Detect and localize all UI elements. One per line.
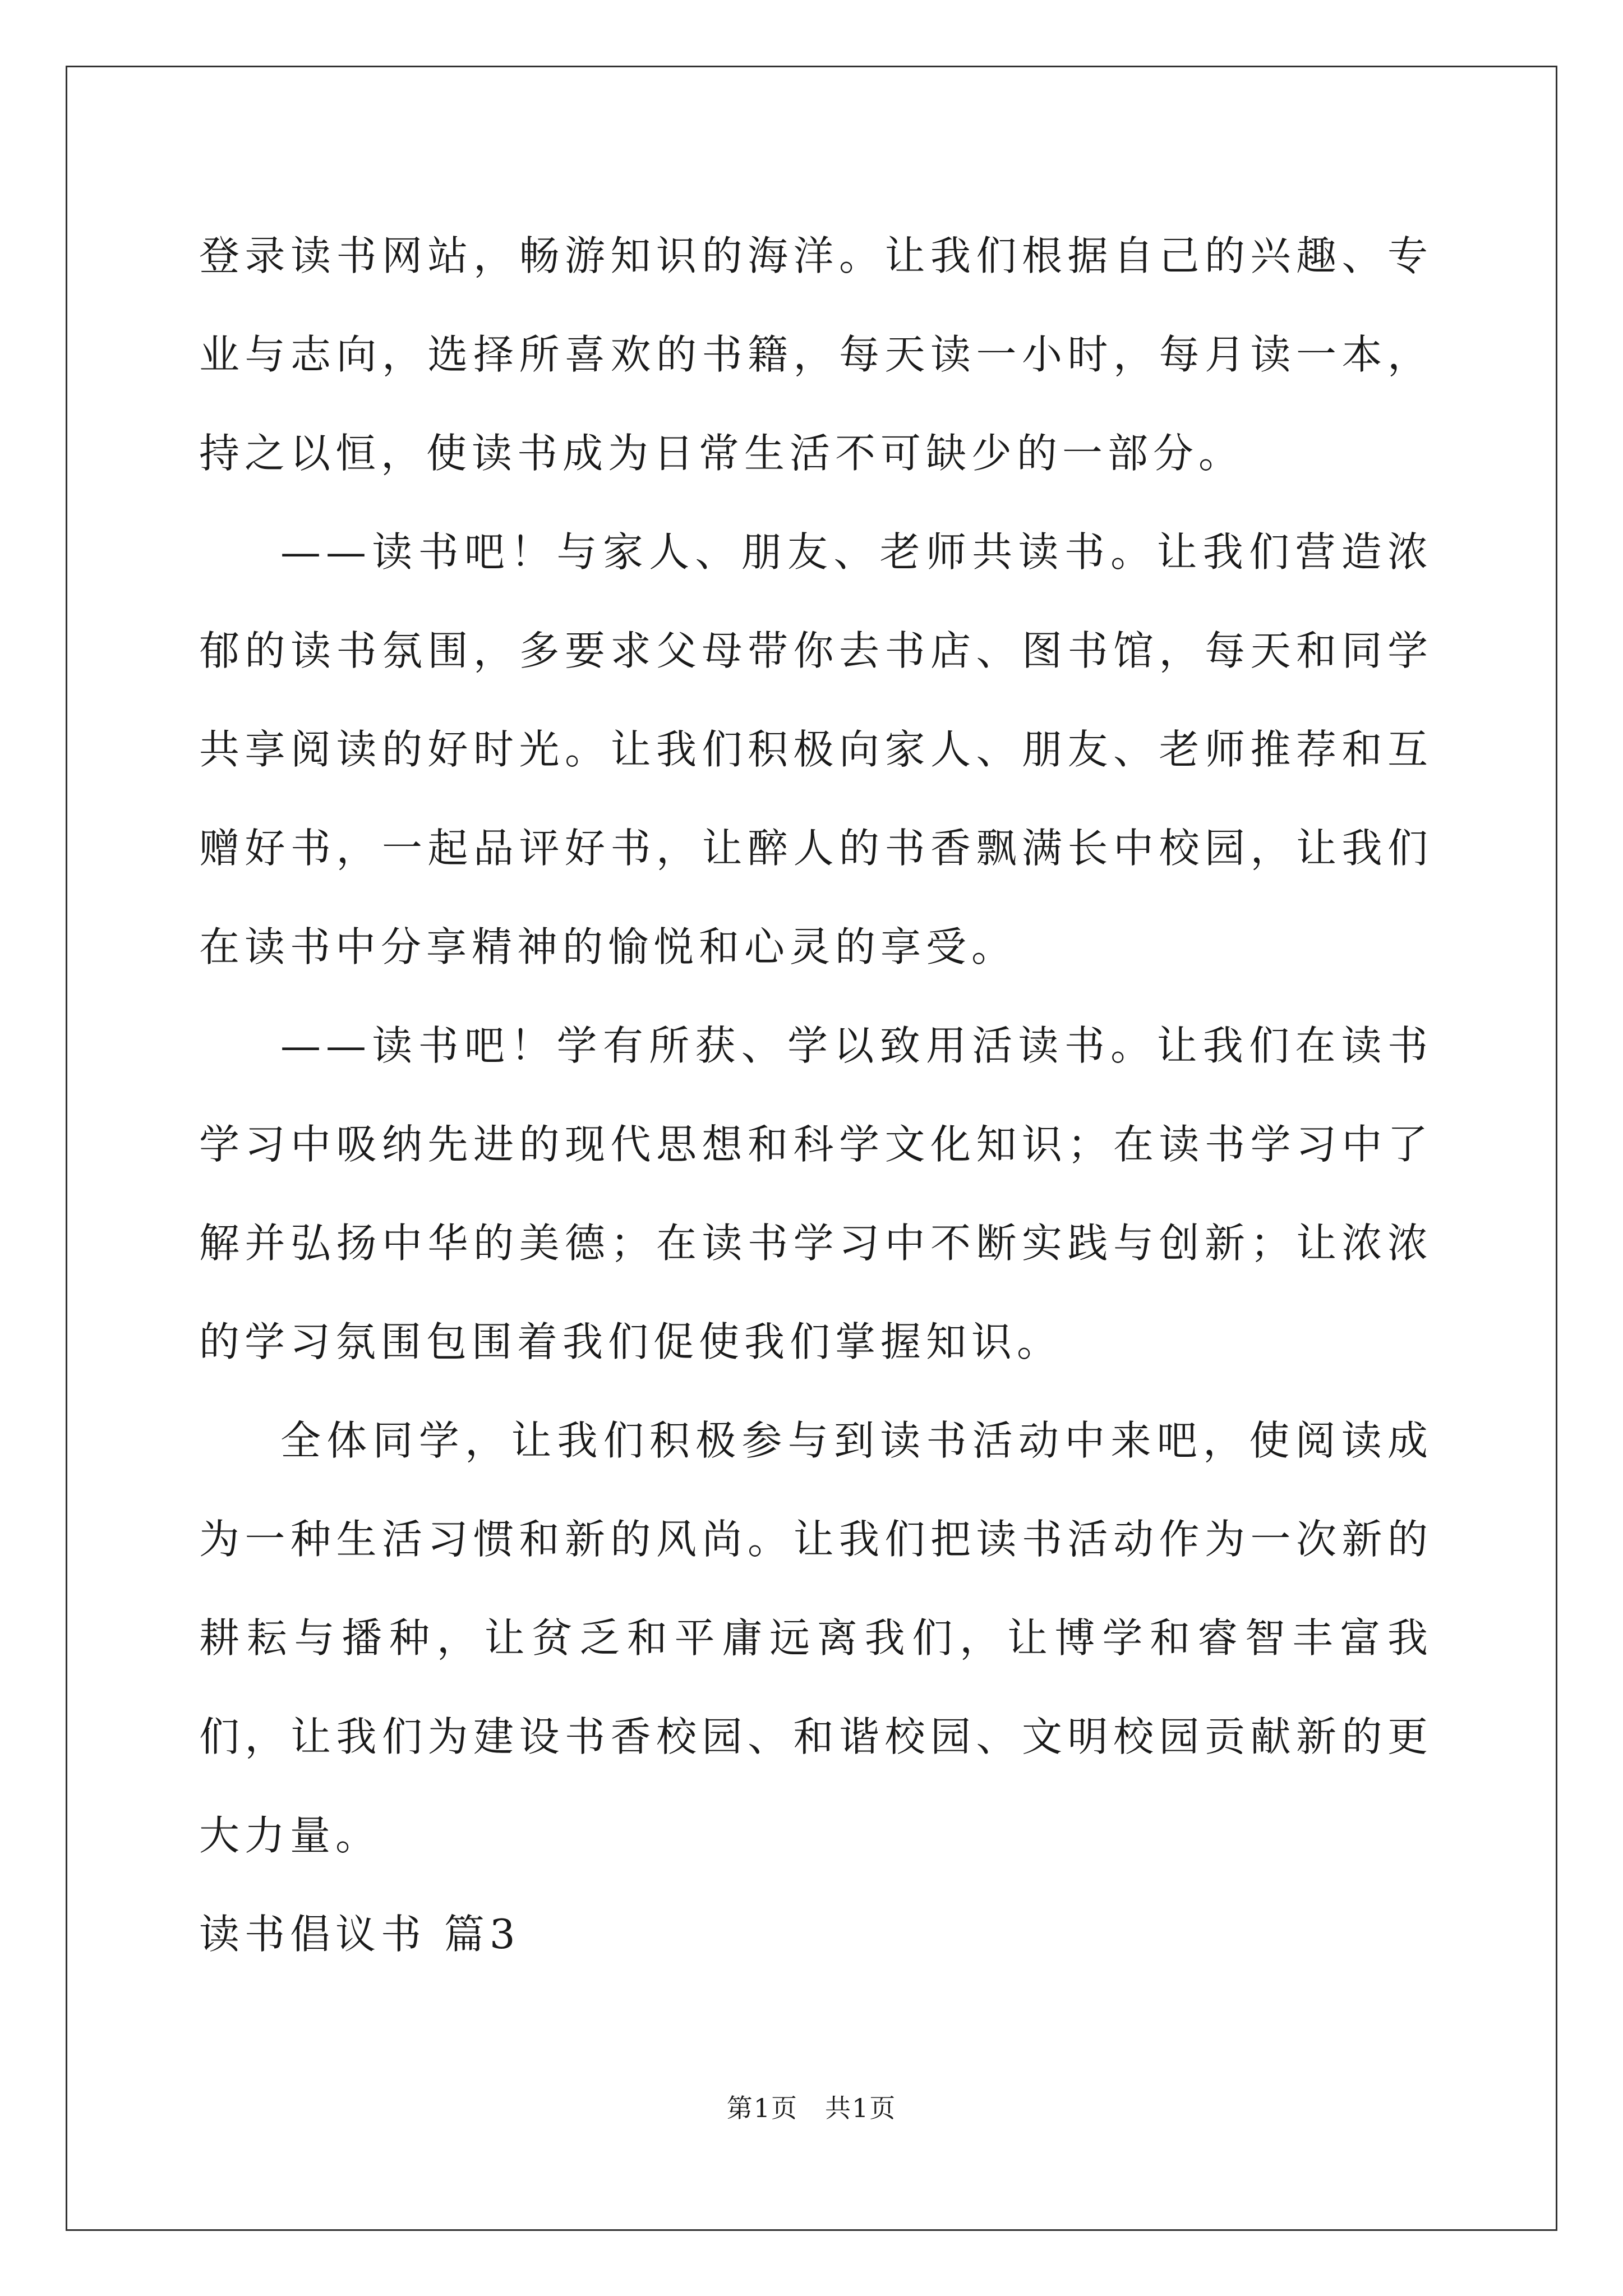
page-footer <box>0 2088 1623 2125</box>
paragraph-call-to-action: 全体同学，让我们积极参与到读书活动中来吧，使阅读成为一种生活习惯和新的风尚。让我们把读书活动作为一次新的耕耘与播种，让贫乏和平庸远离我们，让博学和睿智丰富我们，让我们为建设书香校园、和谐校园、文明校园贡献新的更大力量。 <box>199 1417 1433 1859</box>
page-total: 共1页 <box>825 2093 897 2123</box>
page-number: 第1页 <box>726 2093 798 2123</box>
paragraph-learn-and-apply: ——读书吧！学有所获、学以致用活读书。让我们在读书学习中吸纳先进的现代思想和科学文化知识；在读书学习中了解并弘扬中华的美德；在读书学习中不断实践与创新；让浓浓的学习氛围包围着我们促使我们掌握知识。 <box>199 1022 1433 1365</box>
paragraph-read-with-family: ——读书吧！与家人、朋友、老师共读书。让我们营造浓郁的读书氛围，多要求父母带你去书店、图书馆，每天和同学共享阅读的好时光。让我们积极向家人、朋友、老师推荐和互赠好书，一起品评好书，让醉人的书香飘满长中校园，让我们在读书中分享精神的愉悦和心灵的享受。 <box>199 528 1433 970</box>
paragraph-reading-website: 登录读书网站，畅游知识的海洋。让我们根据自己的兴趣、专业与志向，选择所喜欢的书籍，每天读一小时，每月读一本，持之以恒，使读书成为日常生活不可缺少的一部分。 <box>199 232 1433 477</box>
section-heading: 读书倡议书 篇3 <box>199 1911 520 1958</box>
document-body <box>199 206 1433 1984</box>
